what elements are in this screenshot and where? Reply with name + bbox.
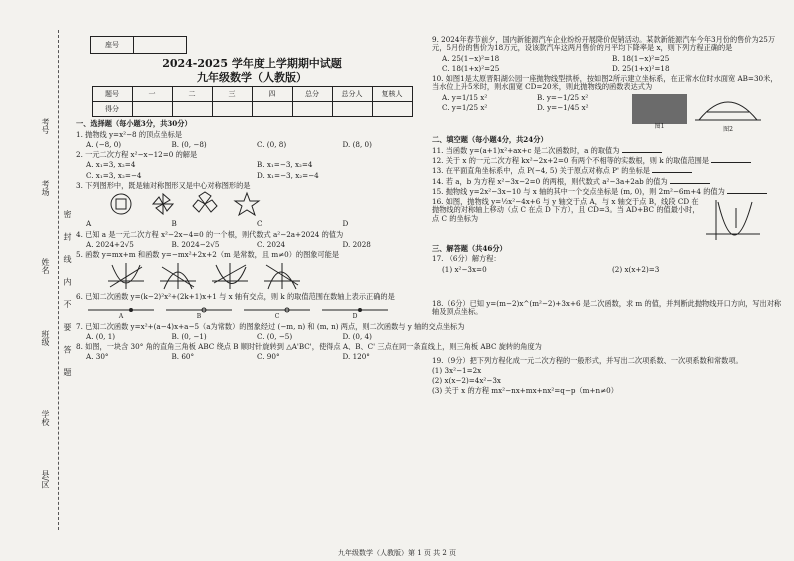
question-14 xyxy=(432,178,782,186)
q10-row1 xyxy=(442,94,632,102)
q2-options xyxy=(86,161,428,169)
option[interactable]: C xyxy=(257,219,263,229)
q10-row2 xyxy=(442,104,632,112)
score-input[interactable] xyxy=(172,102,212,117)
q10-figures xyxy=(632,94,763,134)
circle-square-figure xyxy=(106,192,136,218)
option[interactable]: B. (0, −1) xyxy=(171,331,207,341)
option[interactable]: C. (0, 8) xyxy=(257,139,287,149)
score-input[interactable] xyxy=(332,102,372,117)
q3-figures xyxy=(106,192,428,218)
q15-text: 15. 抛物线 y=2x²−3x−10 与 x 轴的其中一个交点坐标是 (m, 0)，则 2m²−6m+4 的值为 xyxy=(432,186,725,196)
exam-title: 2024-2025 学年度上学期期中试题 xyxy=(162,57,342,70)
binding-margin xyxy=(0,0,70,561)
question-2: 2. 一元二次方程 x²−x−12=0 的解是 xyxy=(76,150,198,160)
question-7: 7. 已知二次函数 y=x²+(a−4)x+a−5（a为常数）的图象经过 (−m, n) 和 (m, n) 两点，则二次函数与 y 轴的交点坐标为 xyxy=(76,321,465,331)
option[interactable]: B. x₁=−3, x₂=4 xyxy=(257,160,313,170)
q17-parts xyxy=(442,266,782,274)
exam-subtitle: 九年级数学（人教版） xyxy=(197,70,307,84)
graph-d xyxy=(262,261,302,291)
option[interactable]: B. 2024−2√5 xyxy=(171,239,220,249)
question-4: 4. 已知 a 是一元二次方程 x²−2x−4=0 的一个根，则代数式 a²−2a+2024 的值为 xyxy=(76,229,344,239)
number-line-c xyxy=(242,304,312,321)
question-12 xyxy=(432,157,782,165)
seal-dashed-line xyxy=(58,30,59,530)
number-line-b xyxy=(164,304,234,321)
question-3: 3. 下列图形中，既是轴对称图形又是中心对称图形的是 xyxy=(76,180,251,190)
q19-part-1: (1) 3x²−1=2x xyxy=(432,365,482,375)
question-15 xyxy=(432,188,782,196)
question-8: 8. 如图，一块含 30° 角的直角三角板 ABC 绕点 B 顺时针旋转到 △A'BC'，使得点 A、B、C' 三点在同一条直线上，则三角板 ABC 旋转的角度为 xyxy=(76,342,542,352)
q14-text: 14. 若 a，b 为方程 x²−3x−2=0 的两根，则代数式 a²−3a+2ab 的值为 xyxy=(432,176,668,186)
q10-options xyxy=(432,94,632,134)
score-value-row xyxy=(92,102,412,117)
option[interactable]: A. 2024+2√5 xyxy=(86,239,134,249)
three-rhombus-figure xyxy=(190,192,220,218)
score-cell: 得分 xyxy=(92,102,132,117)
graph-a xyxy=(106,261,146,291)
label-county: 县/区 xyxy=(41,470,50,489)
option[interactable]: C. 18(1+x)²=25 xyxy=(442,63,500,73)
section-fill: 二、填空题（每小题4分，共24分） xyxy=(432,135,548,145)
q10-block xyxy=(432,94,782,134)
section-answer: 三、解答题（共46分） xyxy=(432,244,507,254)
option[interactable]: D. y=−1/45 x² xyxy=(537,102,589,112)
q16-block xyxy=(432,198,782,242)
score-cell: 一 xyxy=(132,87,172,102)
answer-blank[interactable] xyxy=(727,193,767,194)
figure-2 xyxy=(693,94,763,134)
score-input[interactable] xyxy=(132,102,172,117)
q9-options xyxy=(442,55,782,63)
score-cell: 复核人 xyxy=(372,87,412,102)
answer-blank[interactable] xyxy=(652,172,692,173)
right-column xyxy=(432,36,782,398)
option[interactable]: B xyxy=(171,219,177,229)
seat-number-box xyxy=(90,36,187,54)
star-figure xyxy=(232,192,262,218)
option[interactable]: A xyxy=(86,219,92,229)
q12-text: 12. 关于 x 的一元二次方程 kx²−2x+2=0 有两个不相等的实数根，则 k 的取值范围是 xyxy=(432,156,710,166)
q2-options-2 xyxy=(86,172,428,180)
label-name: 姓名 xyxy=(41,258,50,274)
q16-parabola-figure xyxy=(702,198,762,242)
score-cell: 二 xyxy=(172,87,212,102)
seal-line-text: 密 封 线 内 不 要 答 题 xyxy=(63,210,72,382)
question-1: 1. 抛物线 y=x²−8 的顶点坐标是 xyxy=(76,129,183,139)
option[interactable]: A. (0, 1) xyxy=(86,331,116,341)
option[interactable]: A. y=1/15 x² xyxy=(442,92,488,102)
option[interactable]: A. (−8, 0) xyxy=(86,139,122,149)
pinwheel-figure xyxy=(148,192,178,218)
question-9: 9. 2024年春节前夕，国内新能源汽车企业纷纷开展降价促销活动。某款新能源汽车今年3月份的售价为25万元，5月份的售价为18万元，设该款汽车这两月售价的月平均下降率是 x，则下列方程正确的是 xyxy=(432,35,776,53)
question-5: 5. 函数 y=mx+m 和函数 y=−mx²+2x+2（m 是常数，且 m≠0）的图象可能是 xyxy=(76,250,340,260)
q1-options xyxy=(86,141,428,149)
question-19: 19.（9分）把下列方程化成一元二次方程的一般形式，并写出二次项系数、一次项系数和常数项。 xyxy=(432,355,743,365)
answer-blank[interactable] xyxy=(670,183,710,184)
graph-b xyxy=(158,261,198,291)
figure-caption: 图2 xyxy=(723,125,733,133)
page-footer: 九年级数学（人教版）第 1 页 共 2 页 xyxy=(337,549,457,557)
score-cell: 三 xyxy=(212,87,252,102)
score-cell: 总分 xyxy=(292,87,332,102)
score-cell: 四 xyxy=(252,87,292,102)
q13-text: 13. 在平面直角坐标系中，点 P(−4, 5) 关于原点对称点 P' 的坐标是 xyxy=(432,166,650,176)
graph-c xyxy=(210,261,250,291)
score-input[interactable] xyxy=(252,102,292,117)
q9-options-2 xyxy=(442,65,782,73)
q6-number-lines xyxy=(86,304,428,321)
label-exam-number: 考号 xyxy=(41,118,50,134)
question-18: 18.（6分）已知 y=(m−2)x^(m²−2)+3x+6 是二次函数，求 m 的值，并判断此抛物线开口方向，写出对称轴及顶点坐标。 xyxy=(432,299,782,317)
option[interactable]: D. 120° xyxy=(342,352,370,362)
q8-options xyxy=(86,353,428,361)
score-input[interactable] xyxy=(212,102,252,117)
option[interactable]: C. 2024 xyxy=(257,239,286,249)
q7-options xyxy=(86,333,428,341)
option[interactable]: A. x₁=3, x₂=4 xyxy=(86,160,136,170)
score-header-row xyxy=(92,87,412,102)
option[interactable]: C xyxy=(274,312,280,320)
question-16: 16. 如图，抛物线 y=½x²−4x+6 与 y 轴交于点 A，与 x 轴交于点 B，线段 CD 在抛物线的对称轴上移动（点 C 在点 D 下方），且 CD=3。当 AD+BC 的值最小时，点 C 的坐标为 xyxy=(432,197,700,223)
seat-label: 座号 xyxy=(91,37,134,54)
number-line-d xyxy=(320,304,390,321)
bridge-diagram xyxy=(693,94,763,124)
figure-1 xyxy=(632,94,687,134)
label-school: 学校 xyxy=(41,410,50,426)
option[interactable]: A xyxy=(118,312,124,320)
option[interactable]: B. 60° xyxy=(171,352,195,362)
label-class: 班级 xyxy=(41,330,50,346)
question-17: 17. （6分）解方程： xyxy=(432,254,501,264)
option[interactable]: D. (0, 4) xyxy=(342,331,372,341)
option[interactable]: D. 25(1+x)²=18 xyxy=(612,63,670,73)
option[interactable]: A. 30° xyxy=(86,352,109,362)
answer-blank[interactable] xyxy=(622,152,662,153)
q11-text: 11. 当函数 y=(a+1)x²+ax+c 是二次函数时，a 的取值为 xyxy=(432,145,620,155)
option[interactable]: B xyxy=(196,312,202,320)
option[interactable]: B. 18(1−x)²=25 xyxy=(612,53,670,63)
option[interactable]: C. 90° xyxy=(257,352,280,362)
q17-part-2: (2) x(x+2)=3 xyxy=(612,264,660,274)
option[interactable]: B. y=−1/25 x² xyxy=(537,92,589,102)
option[interactable]: B. (0, −8) xyxy=(171,139,207,149)
question-10: 10. 如图1是太原晋阳湖公园一座抛物线型拱桥，按如图2所示建立坐标系，在正常水位时水面宽 AB=30米，当水位上升5米时，则水面宽 CD=20米，则此抛物线的函数表达式为 xyxy=(432,74,778,92)
question-11 xyxy=(432,147,782,155)
bridge-photo xyxy=(632,94,687,124)
figure-caption: 图1 xyxy=(654,122,665,130)
q5-graphs xyxy=(106,261,428,291)
label-exam-room: 考场 xyxy=(41,180,50,196)
score-input[interactable] xyxy=(372,102,412,117)
q17-part-1: (1) x²−3x=0 xyxy=(442,264,487,274)
answer-blank[interactable] xyxy=(711,162,751,163)
option[interactable]: D. 2028 xyxy=(342,239,371,249)
question-6: 6. 已知二次函数 y=(k−2)²x²+(2k+1)x+1 与 x 轴有交点，则 k 的取值范围在数轴上表示正确的是 xyxy=(76,292,395,302)
section-choice: 一、选择题（每小题3分，共30分） xyxy=(76,119,192,129)
seat-input[interactable] xyxy=(134,37,187,54)
number-line-a xyxy=(86,304,156,321)
option[interactable]: D. (8, 0) xyxy=(342,139,372,149)
score-cell: 总分人 xyxy=(332,87,372,102)
option[interactable]: D xyxy=(352,312,358,320)
option[interactable]: C. y=1/25 x² xyxy=(442,102,488,112)
option[interactable]: C. (0, −5) xyxy=(257,331,293,341)
option[interactable]: D xyxy=(342,219,349,229)
option[interactable]: A. 25(1−x)²=18 xyxy=(442,53,500,63)
q19-part-3: (3) 关于 x 的方程 mx²−nx+mx+nx²=q−p（m+n≠0） xyxy=(432,386,618,396)
q19-part-2: (2) x(x−2)=4x²−3x xyxy=(432,376,501,386)
question-13 xyxy=(432,167,782,175)
score-table xyxy=(92,86,413,117)
option[interactable]: C. x₁=3, x₂=−4 xyxy=(86,170,142,180)
score-cell: 题号 xyxy=(92,87,132,102)
q3-options xyxy=(86,220,428,228)
q4-options xyxy=(86,241,428,249)
score-input[interactable] xyxy=(292,102,332,117)
option[interactable]: D. x₁=−3, x₂=−4 xyxy=(257,170,319,180)
